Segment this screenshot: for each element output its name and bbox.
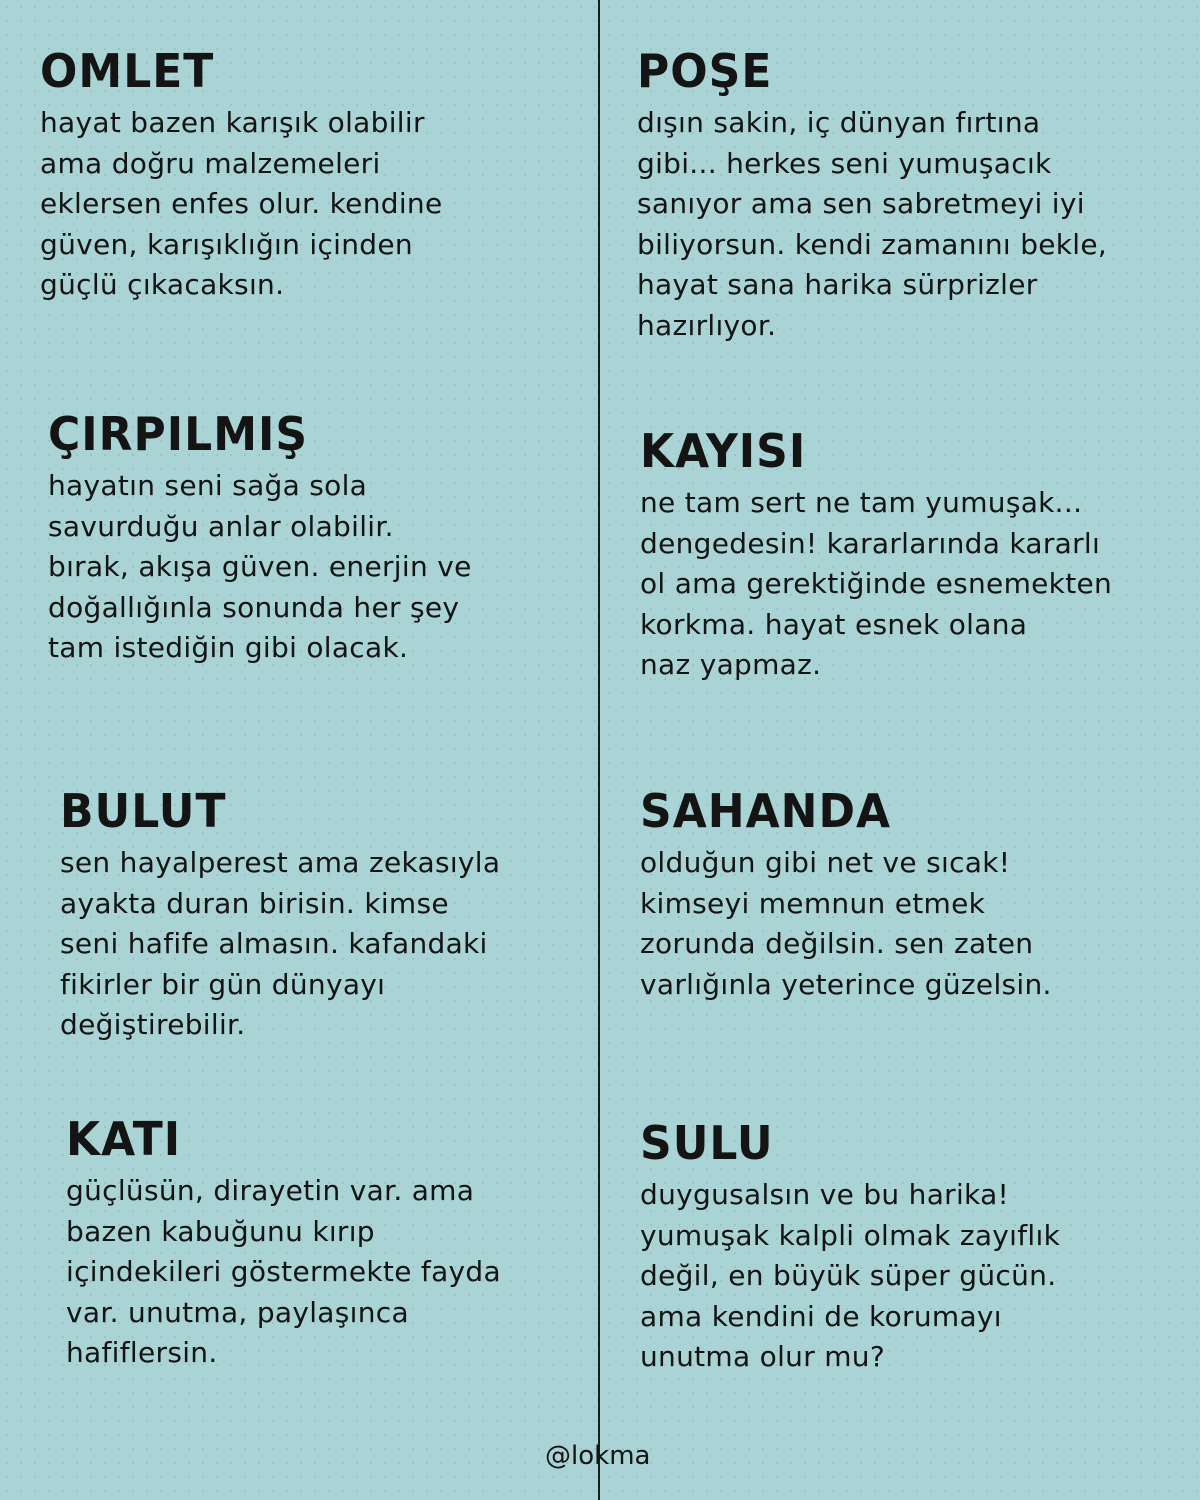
card-line: güçlüsün, dirayetin var. ama [66, 1174, 475, 1207]
card-kati [66, 1113, 596, 1374]
card-omlet [40, 45, 570, 306]
card-line: varlığınla yeterince güzelsin. [640, 967, 1052, 1001]
card-bulut [60, 785, 590, 1046]
card-line: içindekileri göstermekte fayda [66, 1255, 501, 1288]
card-title-cirpilmis: ÇIRPILMIŞ [48, 408, 309, 462]
card-body-omlet [40, 103, 570, 306]
card-line: dışın sakin, iç dünyan fırtına [637, 106, 1041, 139]
card-line: gibi... herkes seni yumuşacık [637, 146, 1052, 180]
card-line: değiştirebilir. [60, 1008, 246, 1041]
card-body-pose [637, 103, 1167, 346]
card-title-pose: POŞE [637, 45, 773, 99]
card-line: biliyorsun. kendi zamanını bekle, [637, 227, 1108, 261]
card-body-kati [66, 1171, 596, 1374]
card-line: korkma. hayat esnek olana [640, 607, 1028, 641]
card-body-sulu [640, 1175, 1170, 1378]
center-divider [598, 0, 600, 1500]
card-line: kimseyi memnun etmek [640, 886, 986, 920]
author-credit: @lokma [545, 1441, 651, 1471]
card-line: eklersen enfes olur. kendine [40, 187, 443, 220]
card-line: yumuşak kalpli olmak zayıflık [640, 1218, 1061, 1252]
card-title-sahanda: SAHANDA [640, 785, 892, 839]
card-sahanda [640, 785, 1170, 1005]
card-pose [637, 45, 1167, 346]
card-line: hafiflersin. [66, 1336, 218, 1369]
card-line: ama doğru malzemeleri [40, 146, 381, 180]
card-line: hayat bazen karışık olabilir [40, 106, 425, 139]
card-body-kayisi [640, 483, 1170, 686]
card-line: sanıyor ama sen sabretmeyi iyi [637, 187, 1085, 220]
card-line: duygusalsın ve bu harika! [640, 1178, 1010, 1211]
card-line: ayakta duran birisin. kimse [60, 886, 449, 920]
card-line: olduğun gibi net ve sıcak! [640, 846, 1011, 879]
card-line: tam istediğin gibi olacak. [48, 631, 409, 664]
card-line: güçlü çıkacaksın. [40, 268, 285, 301]
card-line: unutma olur mu? [640, 1340, 886, 1373]
card-line: var. unutma, paylaşınca [66, 1295, 409, 1329]
card-line: seni hafife almasın. kafandaki [60, 927, 488, 960]
card-line: ol ama gerektiğinde esnemekten [640, 567, 1113, 600]
card-title-omlet: OMLET [40, 45, 215, 99]
card-line: savurduğu anlar olabilir. [48, 509, 394, 543]
card-line: naz yapmaz. [640, 648, 822, 681]
card-line: bırak, akışa güven. enerjin ve [48, 550, 472, 583]
card-title-kayisi: KAYISI [640, 425, 807, 479]
card-title-kati: KATI [66, 1113, 182, 1167]
card-sulu [640, 1117, 1170, 1378]
card-line: zorunda değilsin. sen zaten [640, 927, 1034, 960]
card-line: hayat sana harika sürprizler [637, 268, 1038, 301]
card-line: fikirler bir gün dünyayı [60, 967, 386, 1001]
card-line: hayatın seni sağa sola [48, 469, 368, 502]
card-body-sahanda [640, 843, 1170, 1005]
card-title-bulut: BULUT [60, 785, 227, 839]
card-line: ne tam sert ne tam yumuşak... [640, 486, 1083, 519]
card-line: bazen kabuğunu kırıp [66, 1214, 375, 1248]
card-line: ama kendini de korumayı [640, 1299, 1002, 1333]
card-line: değil, en büyük süper gücün. [640, 1259, 1057, 1292]
card-body-bulut [60, 843, 590, 1046]
card-body-cirpilmis [48, 466, 578, 669]
card-line: güven, karışıklığın içinden [40, 227, 413, 261]
card-line: sen hayalperest ama zekasıyla [60, 846, 501, 879]
card-cirpilmis [48, 408, 578, 669]
card-title-sulu: SULU [640, 1117, 774, 1171]
card-line: dengedesin! kararlarında kararlı [640, 526, 1101, 560]
card-line: doğallığınla sonunda her şey [48, 590, 460, 624]
card-line: hazırlıyor. [637, 308, 777, 342]
card-kayisi [640, 425, 1170, 686]
